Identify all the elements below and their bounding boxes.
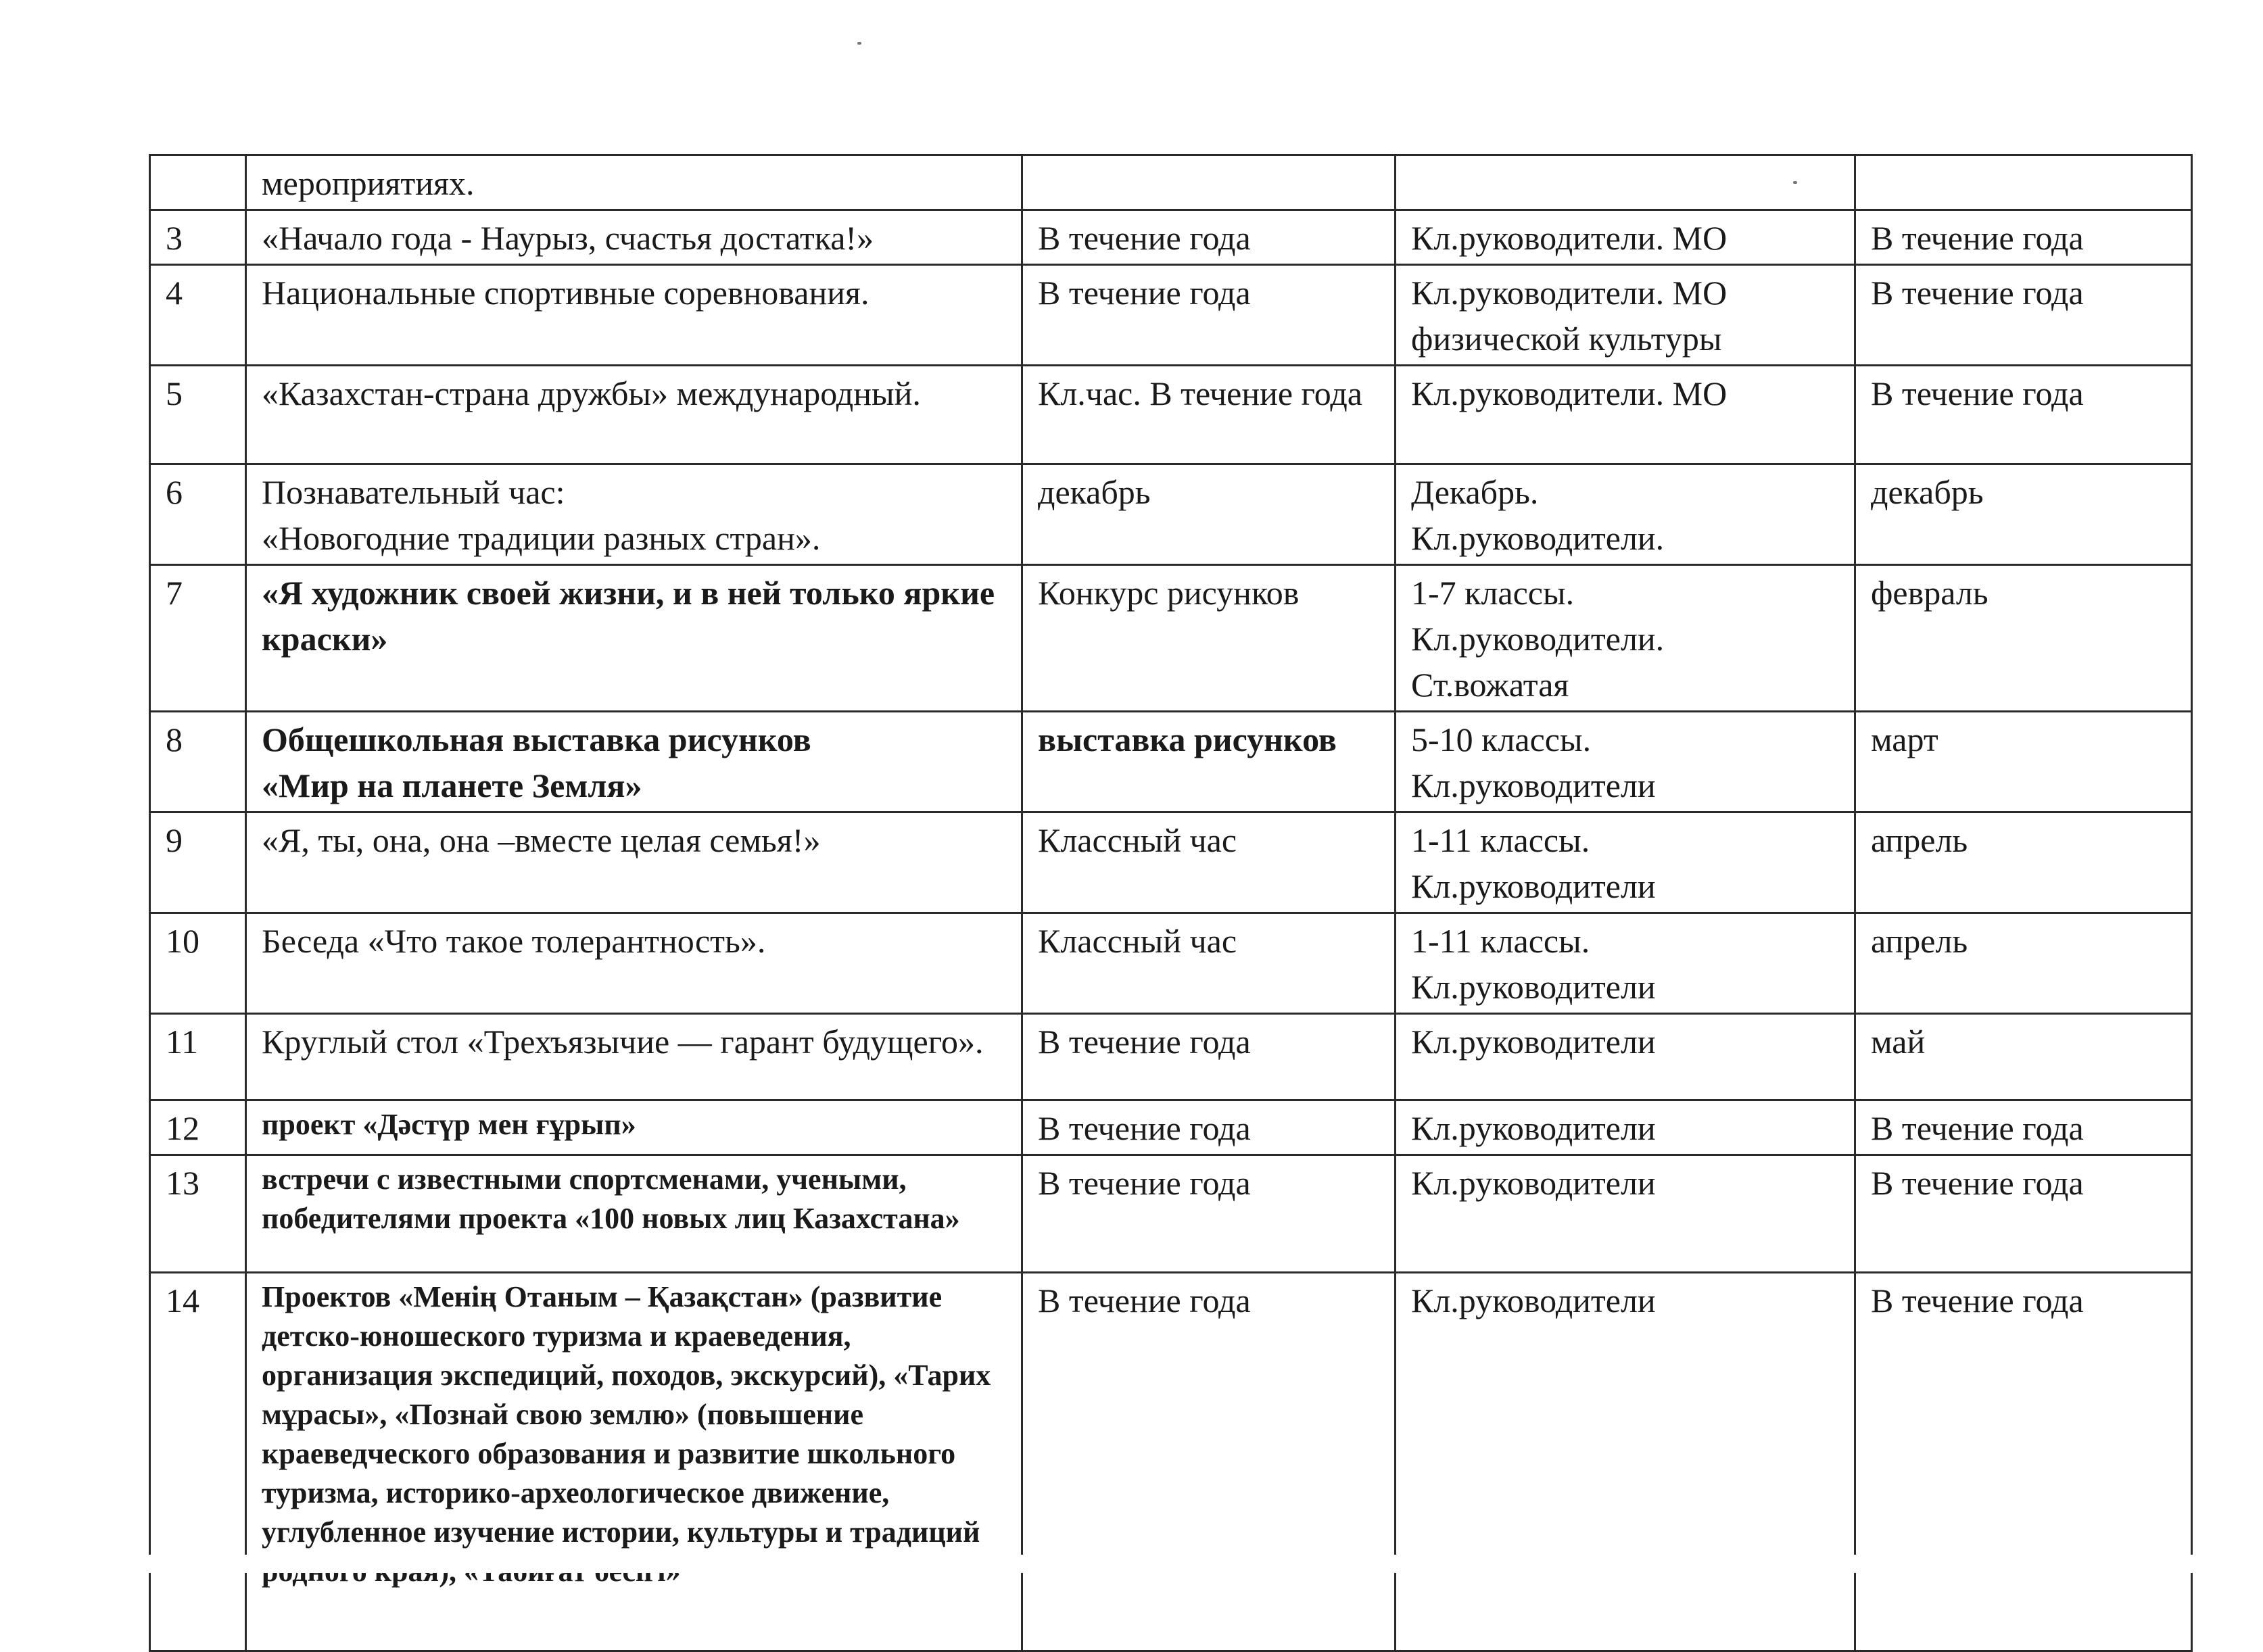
event-title: мероприятиях. <box>246 155 1022 210</box>
event-form: выставка рисунков <box>1022 712 1396 812</box>
page-bottom-edge <box>0 1555 2263 1573</box>
responsible-line: Кл.руководители. <box>1411 620 1665 658</box>
row-number: 6 <box>150 464 246 565</box>
table-row <box>150 913 2192 1014</box>
responsible-line: Кл.руководители <box>1411 867 1656 905</box>
table-row <box>150 812 2192 913</box>
table-row <box>150 1155 2192 1273</box>
event-responsible: Кл.руководители <box>1396 1273 1855 1651</box>
event-date: декабрь <box>1855 464 2192 565</box>
responsible-line: 1-11 классы. <box>1411 922 1590 960</box>
event-date: май <box>1855 1014 2192 1100</box>
row-number: 4 <box>150 265 246 366</box>
responsible-line: 1-7 классы. <box>1411 574 1575 612</box>
table-row <box>150 1273 2192 1651</box>
table-row <box>150 366 2192 464</box>
responsible-line: Ст.вожатая <box>1411 666 1569 704</box>
table-row <box>150 265 2192 366</box>
row-number: 9 <box>150 812 246 913</box>
event-responsible <box>1396 913 1855 1014</box>
event-form: Классный час <box>1022 812 1396 913</box>
event-title: Беседа «Что такое толерантность». <box>246 913 1022 1014</box>
event-date: В течение года <box>1855 366 2192 464</box>
event-responsible <box>1396 712 1855 812</box>
event-responsible: Кл.руководители. МО физической культуры <box>1396 265 1855 366</box>
event-form: В течение года <box>1022 210 1396 265</box>
responsible-line: 1-11 классы. <box>1411 821 1590 859</box>
event-title <box>246 712 1022 812</box>
scan-speck <box>857 42 861 45</box>
table-row <box>150 210 2192 265</box>
event-title-line: Общешкольная выставка рисунков <box>262 721 811 758</box>
event-form <box>1022 155 1396 210</box>
table-row <box>150 1014 2192 1100</box>
row-number: 7 <box>150 565 246 712</box>
row-number: 3 <box>150 210 246 265</box>
event-responsible <box>1396 155 1855 210</box>
event-form: В течение года <box>1022 1273 1396 1651</box>
responsible-line: Кл.руководители. <box>1411 519 1665 557</box>
event-form: декабрь <box>1022 464 1396 565</box>
event-title: «Начало года - Наурыз, счастья достатка!» <box>246 210 1022 265</box>
event-title: Проектов «Менің Отаным – Қазақстан» (развитие детско-юношеского туризма и краеведения, организация экспедиций, походов, экскурсий), «Тарих мұрасы», «Познай свою землю» (повышение краеведческого образования и развитие школьного туризма, историко-археологическое движение, углубленное изучение истории, культуры и традиций <box>246 1273 1022 1651</box>
event-date: апрель <box>1855 812 2192 913</box>
row-number: 11 <box>150 1014 246 1100</box>
responsible-line: 5-10 классы. <box>1411 721 1592 758</box>
responsible-line: Кл.руководители <box>1411 767 1656 804</box>
event-responsible: Кл.руководители. МО <box>1396 366 1855 464</box>
event-responsible: Кл.руководители <box>1396 1155 1855 1273</box>
event-form: Конкурс рисунков <box>1022 565 1396 712</box>
event-title-line: Познавательный час: <box>262 473 565 511</box>
event-title-line: «Новогодние традиции разных стран». <box>262 519 821 557</box>
events-plan-table <box>149 154 2193 1652</box>
event-form: Классный час <box>1022 913 1396 1014</box>
event-title <box>246 464 1022 565</box>
event-form: Кл.час. В течение года <box>1022 366 1396 464</box>
event-form: В течение года <box>1022 1014 1396 1100</box>
event-title: Национальные спортивные соревнования. <box>246 265 1022 366</box>
event-title: встречи с известными спортсменами, учеными, победителями проекта «100 новых лиц Казахстана» <box>246 1155 1022 1273</box>
table-row <box>150 155 2192 210</box>
event-title: «Казахстан-страна дружбы» международный. <box>246 366 1022 464</box>
event-responsible <box>1396 565 1855 712</box>
row-number: 5 <box>150 366 246 464</box>
event-date: март <box>1855 712 2192 812</box>
event-responsible <box>1396 464 1855 565</box>
event-title-line: «Мир на планете Земля» <box>262 767 642 804</box>
event-title: проект «Дәстүр мен ғұрып» <box>246 1100 1022 1155</box>
event-title: Круглый стол «Трехъязычие — гарант будущего». <box>246 1014 1022 1100</box>
event-title: «Я, ты, она, она –вместе целая семья!» <box>246 812 1022 913</box>
event-date <box>1855 155 2192 210</box>
event-responsible: Кл.руководители <box>1396 1100 1855 1155</box>
row-number <box>150 155 246 210</box>
responsible-line: Кл.руководители <box>1411 968 1656 1006</box>
row-number: 8 <box>150 712 246 812</box>
row-number: 13 <box>150 1155 246 1273</box>
event-date: В течение года <box>1855 1155 2192 1273</box>
row-number: 14 <box>150 1273 246 1651</box>
row-number: 12 <box>150 1100 246 1155</box>
event-date: В течение года <box>1855 210 2192 265</box>
table-row <box>150 565 2192 712</box>
event-date: В течение года <box>1855 1100 2192 1155</box>
event-date: В течение года <box>1855 265 2192 366</box>
table-row <box>150 1100 2192 1155</box>
event-title: «Я художник своей жизни, и в ней только яркие краски» <box>246 565 1022 712</box>
event-responsible: Кл.руководители. МО <box>1396 210 1855 265</box>
event-form: В течение года <box>1022 1100 1396 1155</box>
event-date: В течение года <box>1855 1273 2192 1651</box>
event-date: февраль <box>1855 565 2192 712</box>
event-date: апрель <box>1855 913 2192 1014</box>
row-number: 10 <box>150 913 246 1014</box>
table-row <box>150 712 2192 812</box>
event-form: В течение года <box>1022 265 1396 366</box>
event-responsible: Кл.руководители <box>1396 1014 1855 1100</box>
event-responsible <box>1396 812 1855 913</box>
table-row <box>150 464 2192 565</box>
responsible-line: Декабрь. <box>1411 473 1539 511</box>
event-form: В течение года <box>1022 1155 1396 1273</box>
